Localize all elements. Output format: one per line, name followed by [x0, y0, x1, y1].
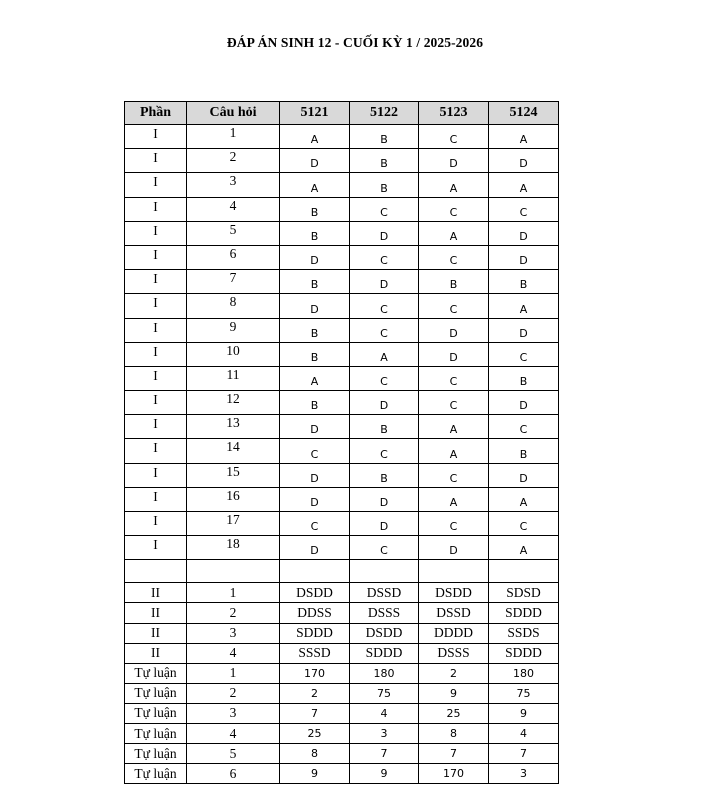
section-cell: II — [125, 623, 187, 643]
table-row — [125, 683, 559, 703]
answer-cell: C — [419, 512, 489, 536]
answer-cell: 25 — [280, 724, 350, 744]
answer-cell: B — [280, 342, 350, 366]
answer-cell: 3 — [350, 724, 419, 744]
answer-cell: 2 — [280, 683, 350, 703]
answer-cell: C — [419, 245, 489, 269]
answer-cell: C — [419, 366, 489, 390]
answer-cell: C — [489, 512, 559, 536]
answer-cell: DSSD — [419, 603, 489, 623]
answer-cell: B — [350, 415, 419, 439]
answer-cell: DSSS — [419, 643, 489, 663]
answer-cell: A — [489, 125, 559, 149]
header-code-3: 5123 — [419, 102, 489, 125]
question-cell: 5 — [187, 221, 280, 245]
question-cell: 1 — [187, 125, 280, 149]
answer-cell: C — [350, 439, 419, 463]
table-row — [125, 603, 559, 623]
empty-cell — [280, 560, 350, 583]
table-row — [125, 623, 559, 643]
table-row — [125, 512, 559, 536]
answer-cell: DDDD — [419, 623, 489, 643]
answer-cell: C — [489, 197, 559, 221]
section-cell: I — [125, 149, 187, 173]
table-row — [125, 487, 559, 511]
section-cell: I — [125, 391, 187, 415]
answer-cell: SDSD — [489, 583, 559, 603]
answer-cell: DSDD — [350, 623, 419, 643]
question-cell: 12 — [187, 391, 280, 415]
table-row — [125, 744, 559, 764]
empty-cell — [489, 560, 559, 583]
section-cell: I — [125, 125, 187, 149]
table-row — [125, 149, 559, 173]
section-cell: Tự luận — [125, 683, 187, 703]
answer-cell: 8 — [280, 744, 350, 764]
answer-cell: 4 — [350, 703, 419, 723]
answer-cell: C — [419, 197, 489, 221]
answer-cell: SDDD — [489, 603, 559, 623]
answer-cell: 180 — [350, 663, 419, 683]
answer-cell: D — [419, 342, 489, 366]
answer-cell: B — [419, 270, 489, 294]
answer-cell: D — [489, 463, 559, 487]
answer-cell: DSSS — [350, 603, 419, 623]
table-row — [125, 197, 559, 221]
table-row — [125, 583, 559, 603]
answer-cell: B — [280, 221, 350, 245]
table-row — [125, 366, 559, 390]
section-cell: I — [125, 294, 187, 318]
table-row — [125, 245, 559, 269]
answer-cell: 75 — [489, 683, 559, 703]
answer-cell: 7 — [419, 744, 489, 764]
answer-cell: C — [489, 415, 559, 439]
answer-cell: 9 — [280, 764, 350, 784]
answer-cell: D — [350, 487, 419, 511]
question-cell: 4 — [187, 643, 280, 663]
question-cell: 2 — [187, 603, 280, 623]
answer-cell: 170 — [280, 663, 350, 683]
question-cell: 9 — [187, 318, 280, 342]
answer-cell: B — [350, 149, 419, 173]
section-cell: Tự luận — [125, 663, 187, 683]
answer-cell: B — [280, 318, 350, 342]
question-cell: 14 — [187, 439, 280, 463]
answer-cell: DSSD — [350, 583, 419, 603]
answer-cell: A — [419, 439, 489, 463]
answer-cell: B — [350, 463, 419, 487]
table-row — [125, 270, 559, 294]
answer-cell: D — [280, 294, 350, 318]
answer-cell: A — [419, 221, 489, 245]
answer-cell: DSDD — [419, 583, 489, 603]
answer-cell: C — [280, 439, 350, 463]
question-cell: 1 — [187, 663, 280, 683]
answer-cell: D — [419, 536, 489, 560]
answer-cell: A — [489, 536, 559, 560]
header-question: Câu hỏi — [187, 102, 280, 125]
answer-cell: 9 — [419, 683, 489, 703]
section-cell: I — [125, 512, 187, 536]
section-cell: I — [125, 342, 187, 366]
answer-cell: C — [489, 342, 559, 366]
answer-cell: C — [350, 197, 419, 221]
spacer-row — [125, 560, 559, 583]
question-cell: 2 — [187, 149, 280, 173]
answer-cell: D — [489, 391, 559, 415]
section-cell: Tự luận — [125, 703, 187, 723]
question-cell: 4 — [187, 724, 280, 744]
answer-cell: 9 — [489, 703, 559, 723]
table-row — [125, 663, 559, 683]
table-row — [125, 125, 559, 149]
empty-cell — [187, 560, 280, 583]
empty-cell — [350, 560, 419, 583]
answer-cell: D — [280, 415, 350, 439]
answer-cell: C — [419, 463, 489, 487]
answer-cell: D — [489, 245, 559, 269]
answer-cell: B — [350, 125, 419, 149]
answer-cell: B — [280, 391, 350, 415]
table-row — [125, 391, 559, 415]
question-cell: 6 — [187, 764, 280, 784]
question-cell: 17 — [187, 512, 280, 536]
answer-cell: D — [419, 149, 489, 173]
answer-cell: DDSS — [280, 603, 350, 623]
section-cell: I — [125, 536, 187, 560]
empty-cell — [125, 560, 187, 583]
table-row — [125, 724, 559, 744]
answer-cell: 7 — [280, 703, 350, 723]
answer-cell: 7 — [489, 744, 559, 764]
section-cell: II — [125, 583, 187, 603]
answer-cell: C — [350, 245, 419, 269]
section-cell: II — [125, 603, 187, 623]
section-cell: II — [125, 643, 187, 663]
answer-cell: C — [280, 512, 350, 536]
answer-cell: A — [489, 173, 559, 197]
answer-cell: D — [419, 318, 489, 342]
question-cell: 3 — [187, 623, 280, 643]
answer-cell: D — [280, 245, 350, 269]
header-code-4: 5124 — [489, 102, 559, 125]
header-section: Phần — [125, 102, 187, 125]
answer-cell: 170 — [419, 764, 489, 784]
section-cell: I — [125, 463, 187, 487]
section-cell: I — [125, 245, 187, 269]
answer-cell: A — [280, 173, 350, 197]
empty-cell — [419, 560, 489, 583]
question-cell: 4 — [187, 197, 280, 221]
answer-cell: 9 — [350, 764, 419, 784]
answer-cell: 25 — [419, 703, 489, 723]
answer-table-body — [125, 125, 559, 784]
answer-cell: D — [280, 463, 350, 487]
answer-cell: SDDD — [280, 623, 350, 643]
section-cell: I — [125, 197, 187, 221]
question-cell: 3 — [187, 703, 280, 723]
answer-cell: 7 — [350, 744, 419, 764]
table-row — [125, 221, 559, 245]
section-cell: I — [125, 318, 187, 342]
table-row — [125, 703, 559, 723]
section-cell: I — [125, 270, 187, 294]
answer-cell: B — [489, 366, 559, 390]
answer-cell: B — [280, 197, 350, 221]
question-cell: 3 — [187, 173, 280, 197]
question-cell: 13 — [187, 415, 280, 439]
answer-cell: B — [489, 270, 559, 294]
table-row — [125, 415, 559, 439]
section-cell: I — [125, 415, 187, 439]
question-cell: 16 — [187, 487, 280, 511]
answer-cell: 8 — [419, 724, 489, 744]
answer-cell: SDDD — [350, 643, 419, 663]
question-cell: 6 — [187, 245, 280, 269]
table-row — [125, 764, 559, 784]
section-cell: I — [125, 487, 187, 511]
table-row — [125, 318, 559, 342]
answer-cell: D — [350, 270, 419, 294]
answer-cell: D — [280, 487, 350, 511]
question-cell: 10 — [187, 342, 280, 366]
question-cell: 7 — [187, 270, 280, 294]
question-cell: 18 — [187, 536, 280, 560]
answer-cell: A — [350, 342, 419, 366]
section-cell: I — [125, 439, 187, 463]
section-cell: I — [125, 221, 187, 245]
answer-cell: 3 — [489, 764, 559, 784]
answer-cell: C — [350, 536, 419, 560]
question-cell: 8 — [187, 294, 280, 318]
answer-cell: D — [280, 536, 350, 560]
answer-cell: 180 — [489, 663, 559, 683]
header-code-2: 5122 — [350, 102, 419, 125]
answer-cell: A — [489, 487, 559, 511]
answer-cell: D — [489, 221, 559, 245]
answer-cell: SDDD — [489, 643, 559, 663]
section-cell: I — [125, 366, 187, 390]
answer-cell: B — [350, 173, 419, 197]
answer-cell: C — [350, 294, 419, 318]
answer-cell: A — [419, 173, 489, 197]
table-row — [125, 463, 559, 487]
header-code-1: 5121 — [280, 102, 350, 125]
answer-cell: D — [489, 149, 559, 173]
section-cell: Tự luận — [125, 764, 187, 784]
answer-cell: D — [350, 391, 419, 415]
answer-cell: A — [419, 487, 489, 511]
section-cell: Tự luận — [125, 724, 187, 744]
header-row — [125, 102, 559, 125]
section-cell: I — [125, 173, 187, 197]
answer-cell: D — [350, 512, 419, 536]
answer-cell: D — [489, 318, 559, 342]
table-row — [125, 294, 559, 318]
question-cell: 2 — [187, 683, 280, 703]
question-cell: 15 — [187, 463, 280, 487]
question-cell: 5 — [187, 744, 280, 764]
answer-cell: A — [280, 125, 350, 149]
answer-cell: C — [419, 294, 489, 318]
page-title: ĐÁP ÁN SINH 12 - CUỐI KỲ 1 / 2025-2026 — [226, 35, 484, 50]
answer-cell: 2 — [419, 663, 489, 683]
table-row — [125, 173, 559, 197]
answer-cell: 75 — [350, 683, 419, 703]
answer-cell: C — [350, 318, 419, 342]
question-cell: 11 — [187, 366, 280, 390]
answer-table — [124, 101, 559, 784]
section-cell: Tự luận — [125, 744, 187, 764]
answer-cell: D — [350, 221, 419, 245]
answer-cell: C — [419, 125, 489, 149]
answer-cell: SSDS — [489, 623, 559, 643]
table-row — [125, 342, 559, 366]
answer-cell: A — [489, 294, 559, 318]
question-cell: 1 — [187, 583, 280, 603]
answer-cell: SSSD — [280, 643, 350, 663]
answer-cell: C — [350, 366, 419, 390]
answer-cell: A — [419, 415, 489, 439]
answer-cell: B — [280, 270, 350, 294]
answer-cell: C — [419, 391, 489, 415]
answer-cell: A — [280, 366, 350, 390]
answer-cell: DSDD — [280, 583, 350, 603]
table-row — [125, 536, 559, 560]
answer-cell: 4 — [489, 724, 559, 744]
table-row — [125, 643, 559, 663]
table-row — [125, 439, 559, 463]
answer-cell: B — [489, 439, 559, 463]
answer-cell: D — [280, 149, 350, 173]
